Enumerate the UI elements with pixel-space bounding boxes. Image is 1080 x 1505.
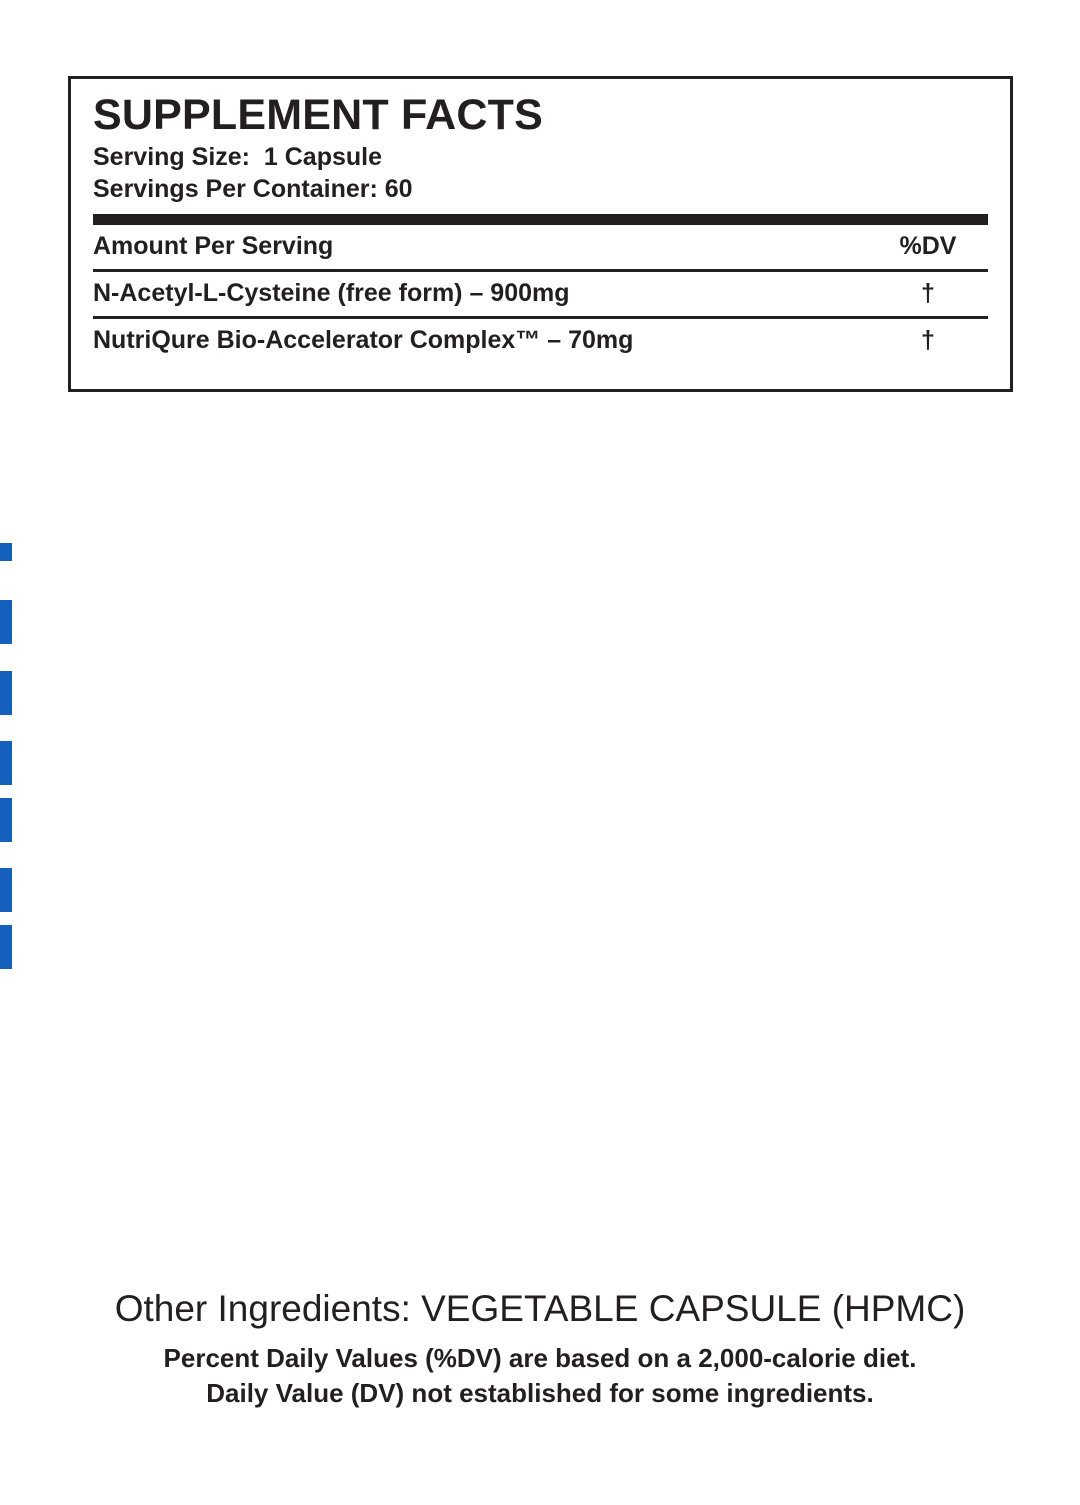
crop-mark-segment	[0, 798, 12, 842]
crop-mark-segment	[0, 671, 12, 715]
table-row	[93, 272, 988, 316]
divider-thick	[93, 214, 988, 225]
ingredient-dv: †	[921, 326, 935, 355]
supplement-facts-content	[71, 79, 1010, 363]
crop-mark-segment	[0, 868, 12, 912]
daily-value-note-line-1: Percent Daily Values (%DV) are based on a 2,000-calorie diet.	[163, 1342, 917, 1373]
daily-value-label: %DV	[899, 232, 957, 261]
crop-mark-segment	[0, 925, 12, 969]
crop-marks	[0, 543, 12, 968]
ingredient-name: NutriQure Bio-Accelerator Complex™ – 70mg	[93, 326, 634, 355]
servings-per-container-text: Servings Per Container: 60	[93, 174, 413, 203]
ingredient-name: N-Acetyl-L-Cysteine (free form) – 900mg	[93, 279, 570, 308]
amount-per-serving-label: Amount Per Serving	[93, 232, 334, 261]
page-title: SUPPLEMENT FACTS	[93, 91, 543, 139]
ingredient-dv: †	[921, 279, 935, 308]
serving-size-text: Serving Size: 1 Capsule	[93, 143, 382, 172]
table-row	[93, 319, 988, 363]
crop-mark-segment	[0, 741, 12, 785]
crop-mark-segment	[0, 543, 12, 561]
daily-value-note-line-2: Daily Value (DV) not established for some ingredients.	[206, 1377, 874, 1408]
table-header-row	[93, 225, 988, 269]
other-ingredients-text: Other Ingredients: VEGETABLE CAPSULE (HPMC)	[114, 1288, 966, 1329]
supplement-facts-panel	[68, 76, 1013, 392]
footer-notes	[0, 1288, 1080, 1411]
crop-mark-segment	[0, 600, 12, 644]
